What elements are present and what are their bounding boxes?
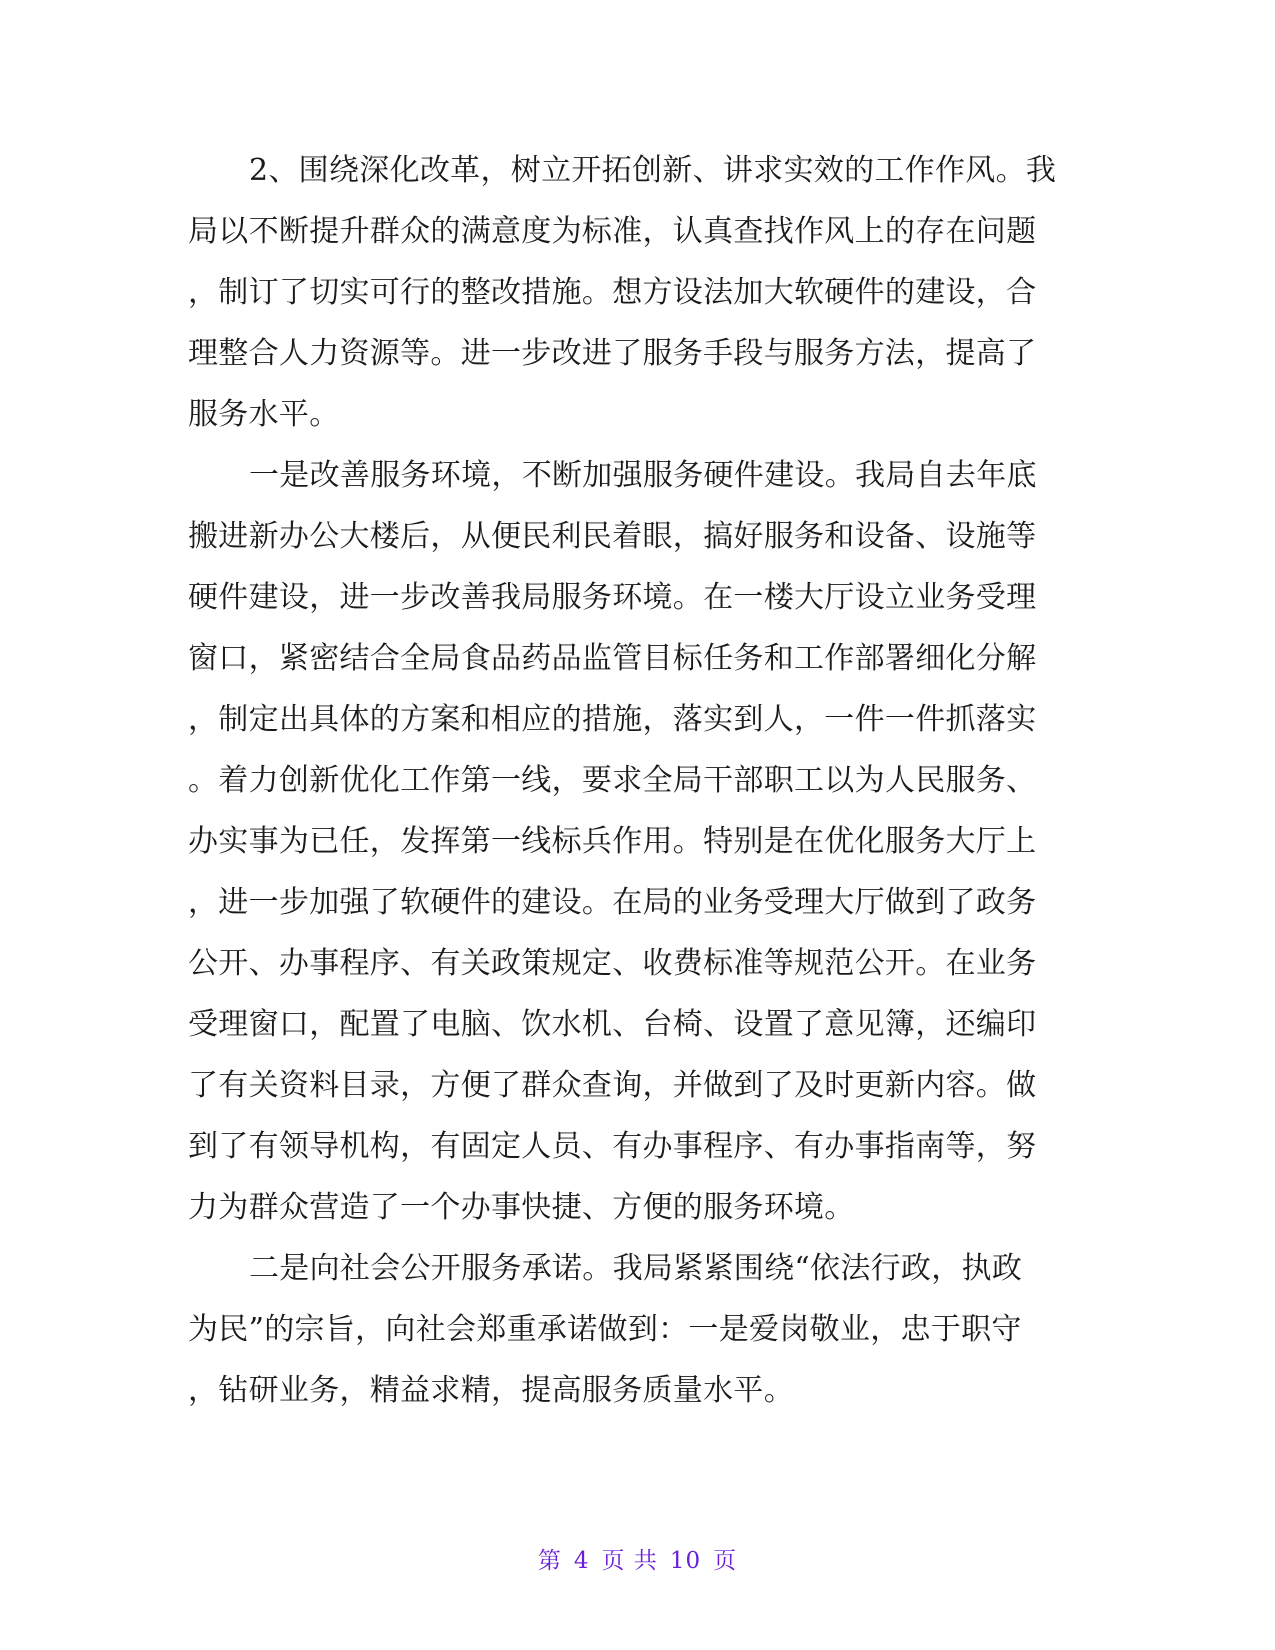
paragraph-line: 搬进新办公大楼后，从便民利民着眼，搞好服务和设备、设施等 — [188, 519, 1037, 554]
total-pages-number: 10 — [669, 1548, 702, 1574]
paragraph-line: 局以不断提升群众的满意度为标准，认真查找作风上的存在问题 — [188, 214, 1037, 249]
paragraph-line: 理整合人力资源等。进一步改进了服务手段与服务方法，提高了 — [188, 336, 1037, 371]
paragraph-line: 二是向社会公开服务承诺。我局紧紧围绕“依法行政，执政 — [249, 1251, 1023, 1286]
paragraph-line: ，制定出具体的方案和相应的措施，落实到人，一件一件抓落实 — [188, 702, 1037, 737]
footer-middle: 页 共 — [601, 1548, 658, 1574]
document-body — [188, 140, 1088, 1421]
paragraph-line: ，进一步加强了软硬件的建设。在局的业务受理大厅做到了政务 — [188, 885, 1037, 920]
paragraph-line: 力为群众营造了一个办事快捷、方便的服务环境。 — [188, 1190, 855, 1225]
paragraph-line: 。着力创新优化工作第一线，要求全局干部职工以为人民服务、 — [188, 763, 1037, 798]
paragraph-line: 2、围绕深化改革，树立开拓创新、讲求实效的工作作风。我 — [249, 153, 1057, 188]
paragraph-line: 到了有领导机构，有固定人员、有办事程序、有办事指南等，努 — [188, 1129, 1037, 1164]
paragraph-line: 服务水平。 — [188, 397, 340, 432]
paragraph-line: 了有关资料目录，方便了群众查询，并做到了及时更新内容。做 — [188, 1068, 1037, 1103]
paragraph-line: 为民”的宗旨，向社会郑重承诺做到：一是爱岗敬业，忠于职守 — [188, 1312, 1022, 1347]
paragraph-line: ，钻研业务，精益求精，提高服务质量水平。 — [188, 1373, 794, 1408]
footer-suffix: 页 — [713, 1548, 738, 1574]
paragraph-line: 硬件建设，进一步改善我局服务环境。在一楼大厅设立业务受理 — [188, 580, 1037, 615]
paragraph-line: 公开、办事程序、有关政策规定、收费标准等规范公开。在业务 — [188, 946, 1037, 981]
current-page-number: 4 — [573, 1548, 590, 1574]
paragraph-line: ，制订了切实可行的整改措施。想方设法加大软硬件的建设，合 — [188, 275, 1037, 310]
paragraph-line: 窗口，紧密结合全局食品药品监管目标任务和工作部署细化分解 — [188, 641, 1037, 676]
paragraph-line: 一是改善服务环境，不断加强服务硬件建设。我局自去年底 — [249, 458, 1037, 493]
paragraph-line: 受理窗口，配置了电脑、饮水机、台椅、设置了意见簿，还编印 — [188, 1007, 1037, 1042]
paragraph-line: 办实事为已任，发挥第一线标兵作用。特别是在优化服务大厅上 — [188, 824, 1037, 859]
page-footer — [0, 1542, 1275, 1575]
footer-prefix: 第 — [537, 1548, 562, 1574]
